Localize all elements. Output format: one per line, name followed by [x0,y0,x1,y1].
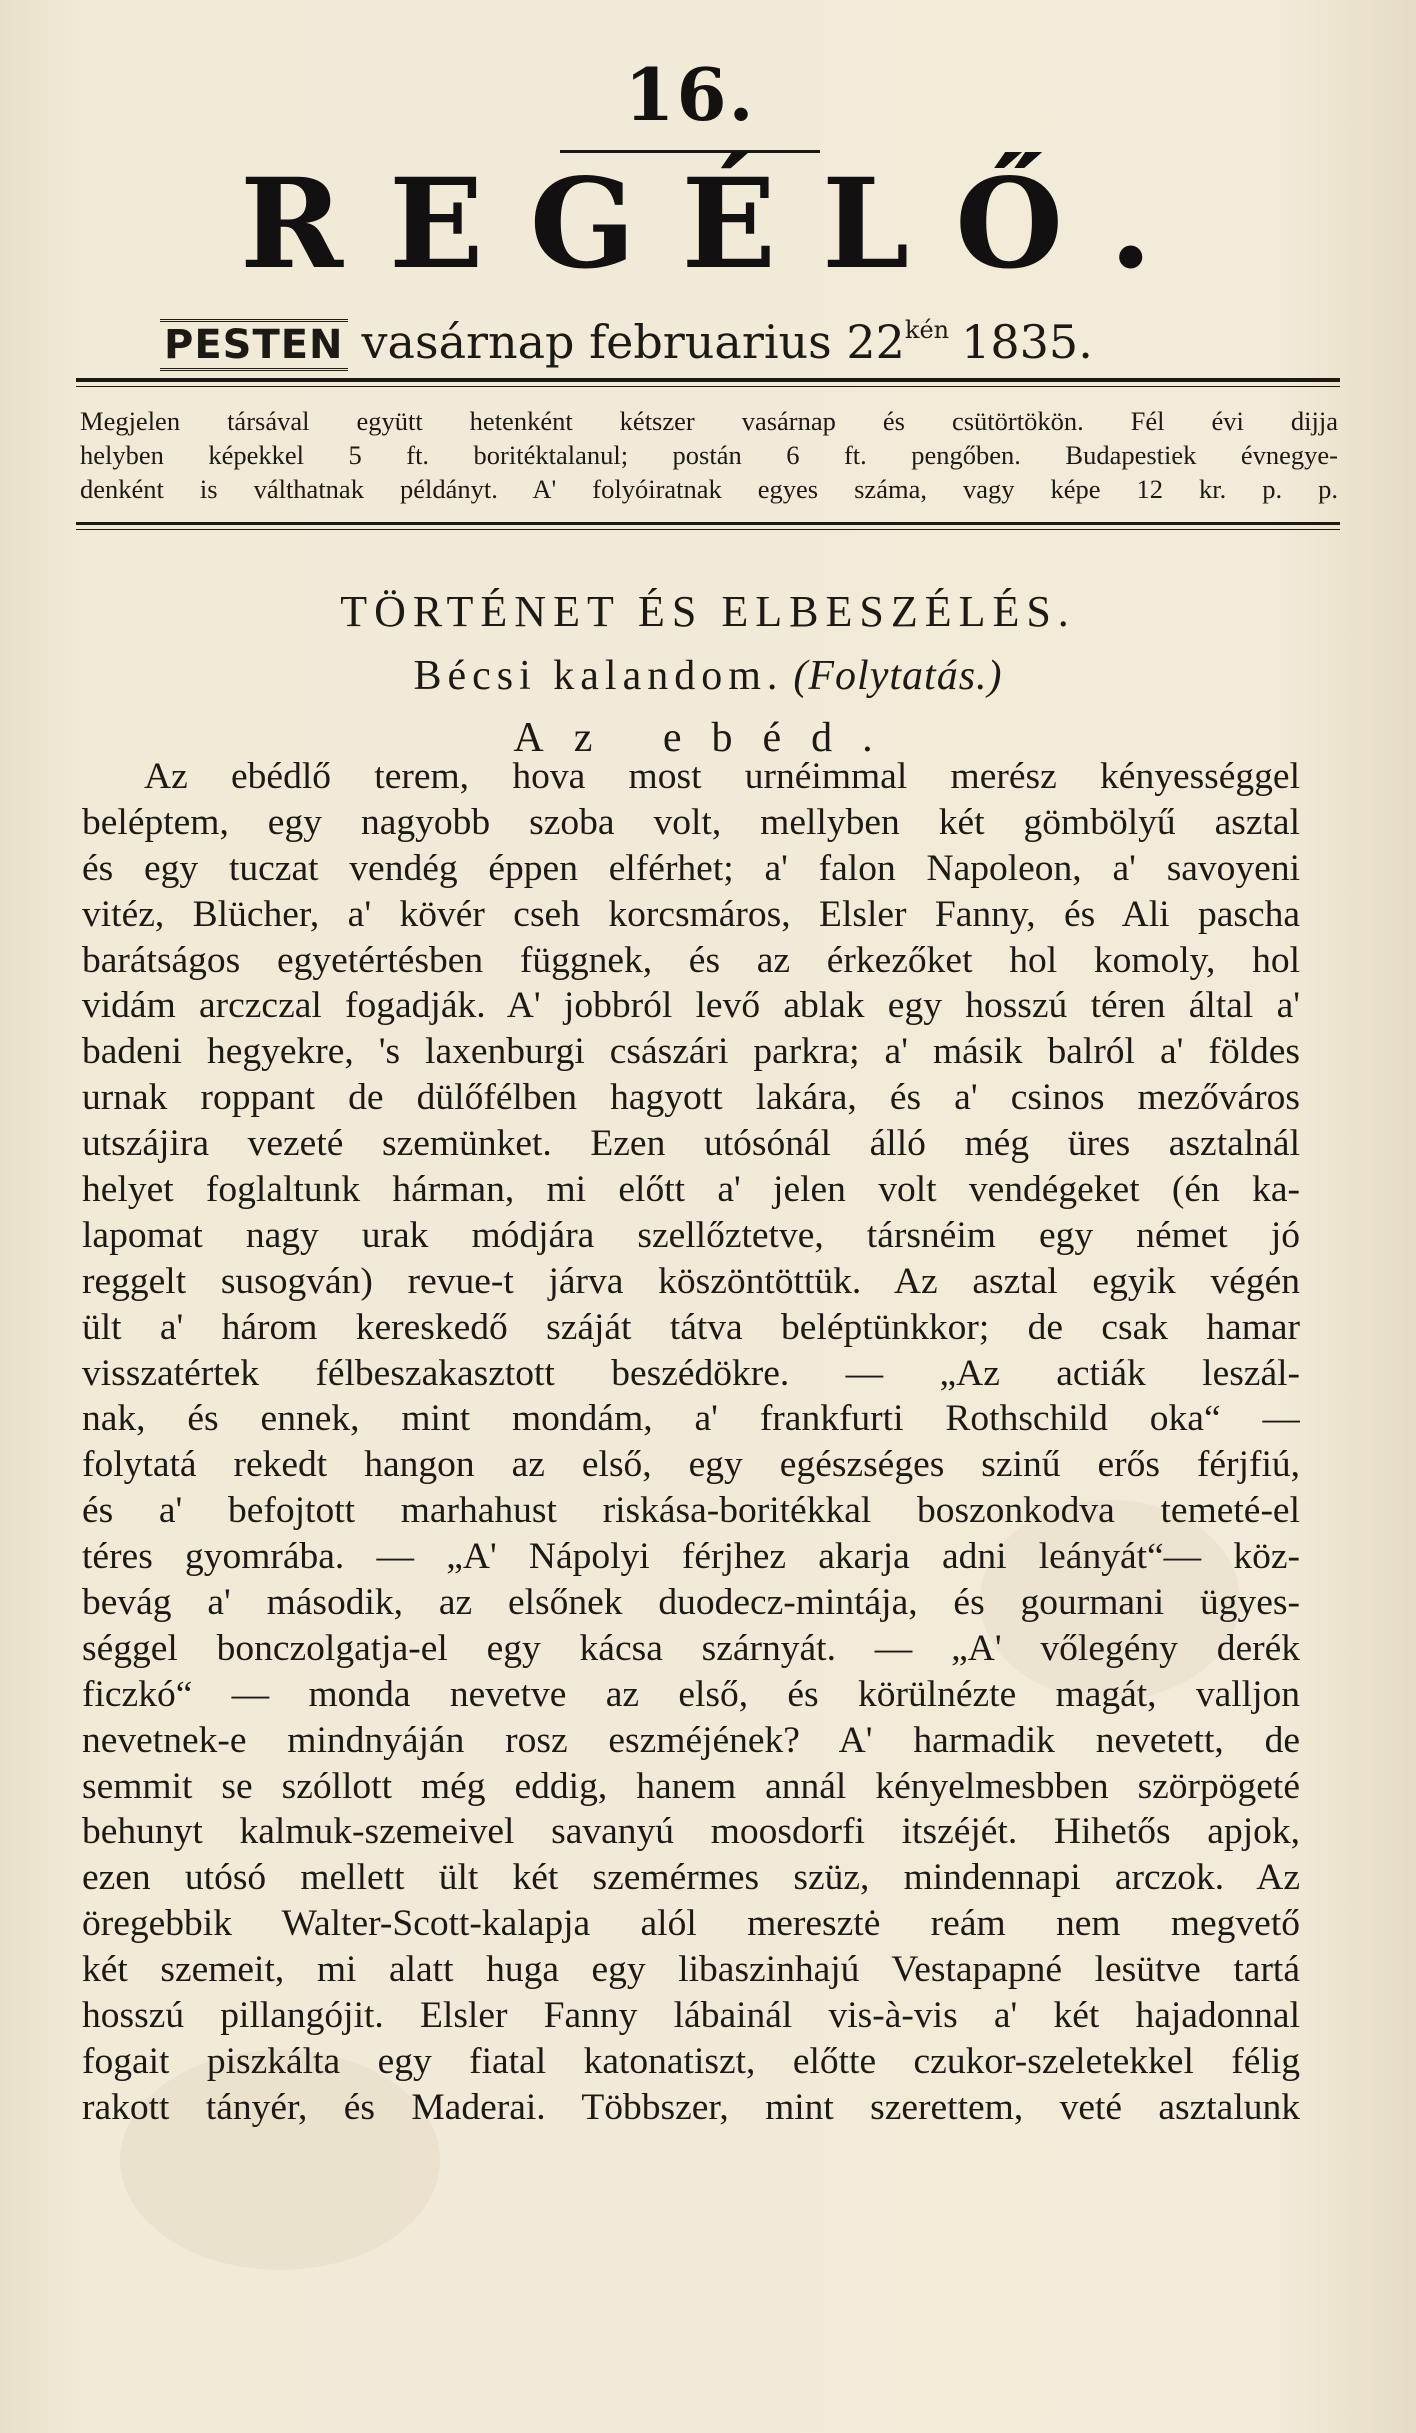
article-line: és egy tuczat vendég éppen elférhet; a' falon Napoleon, a' savoyeni [82,847,1300,889]
article-line: visszatértek félbeszakasztott beszédökre. — „Az actiák leszál- [82,1352,1300,1394]
masthead-rule-top-thin [76,386,1340,387]
article-line: urnak roppant de dülőfélben hagyott lakára, és a' csinos mezőváros [82,1077,1300,1119]
story-title [0,652,1416,700]
story-continuation: (Folytatás.) [793,653,1003,699]
article-line: és a' befojtott marhahust riskása-boritékkal boszonkodva temeté-el [82,1490,1300,1532]
article-line: utszájira vezeté szemünket. Ezen utósónál álló még üres asztalnál [82,1123,1300,1165]
article-line: folytatá rekedt hangon az első, egy egészséges szinű erős férjfiú, [82,1444,1300,1486]
dateline-date: vasárnap februarius 22 [361,315,905,369]
article-line: semmit se szóllott még eddig, hanem annál kényelmesbben szörpögeté [82,1765,1300,1807]
masthead-title: REGÉLŐ. [240,152,1199,297]
issue-number: 16. [624,52,756,137]
article-line: nevetnek-e mindnyáján rosz eszméjének? A' harmadik nevetett, de [82,1719,1300,1761]
article-line: hosszú pillangójit. Elsler Fanny lábainál vis-à-vis a' két hajadonnal [82,1995,1300,2037]
article-line: beléptem, egy nagyobb szoba volt, mellyben két gömbölyű asztal [82,801,1300,843]
article-line: lapomat nagy urak módjára szellőztetve, társnéim egy német jó [82,1214,1300,1256]
article-line: séggel bonczolgatja-el egy kácsa szárnyát. — „A' vőlegény derék [82,1627,1300,1669]
article-line: nak, és ennek, mint mondám, a' frankfurti Rothschild oka“ — [82,1398,1300,1440]
chapter-title: Az ebéd. [513,715,903,761]
article-line: ült a' három kereskedő száját tátva beléptünkkor; de csak hamar [82,1306,1300,1348]
article-line: ezen utósó mellett ült két szemérmes szüz, mindennapi arczok. Az [82,1857,1300,1899]
article-line: vitéz, Blücher, a' kövér cseh korcsmáros, Elsler Fanny, és Ali pascha [82,893,1300,935]
article-line: badeni hegyekre, 's laxenburgi császári parkra; a' másik balról a' földes [82,1031,1300,1073]
article-line: vidám arczczal fogadják. A' jobbról levő ablak egy hosszú téren által a' [82,985,1300,1027]
dateline-year: 1835. [961,315,1093,369]
dateline-date-suffix: kén [904,316,950,344]
dateline-city: PESTEN [160,319,348,371]
notice-line: Megjelen társával együtt hetenként kétszer vasárnap és csütörtökön. Fél évi dijja [80,406,1338,436]
article-line: fogait piszkálta egy fiatal katonatiszt, előtte czukor-szeletekkel félig [82,2040,1300,2082]
article-line: két szemeit, mi alatt huga egy libaszinhajú Vestapapné lesütve tartá [82,1949,1300,1991]
article-line: helyet foglaltunk hárman, mi előtt a' jelen volt vendégeket (én ka- [82,1169,1300,1211]
subscription-notice [80,404,1338,506]
article-line: barátságos egyetértésben függnek, és az érkezőket hol komoly, hol [82,939,1300,981]
section-heading: TÖRTÉNET ÉS ELBESZÉLÉS. [340,587,1076,636]
article-line: öregebbik Walter-Scott-kalapja alól meresztė reám nem megvető [82,1903,1300,1945]
article-line: bevág a' második, az elsőnek duodecz-mintája, és gourmani ügyes- [82,1582,1300,1624]
article-line: reggelt susogván) revue-t járva köszöntöttük. Az asztal egyik végén [82,1260,1300,1302]
notice-line: helyben képekkel 5 ft. boritéktalanul; postán 6 ft. pengőben. Budapestiek évnegye- [80,440,1338,470]
article-line: behunyt kalmuk-szemeivel savanyú moosdorfi itszéjét. Hihetős apjok, [82,1811,1300,1853]
masthead-rule-bottom [76,522,1340,525]
dateline [160,300,1260,375]
notice-line: denként is válthatnak példányt. A' folyóiratnak egyes száma, vagy képe 12 kr. p. p. [80,474,1338,504]
article-body [82,754,1300,2131]
masthead-rule-top [76,378,1340,382]
masthead-rule-bottom-thin [76,529,1340,530]
article-line: ficzkó“ — monda nevetve az első, és körülnézte magát, valljon [82,1673,1300,1715]
article-line: téres gyomrába. — „A' Nápolyi férjhez akarja adni leányát“— köz- [82,1536,1300,1578]
article-line: Az ebédlő terem, hova most urnéimmal merész kényességgel [144,756,1300,797]
story-title-text: Bécsi kalandom. [413,653,784,699]
article-line: rakott tányér, és Maderai. Többszer, mint szerettem, veté asztalunk [82,2086,1300,2128]
